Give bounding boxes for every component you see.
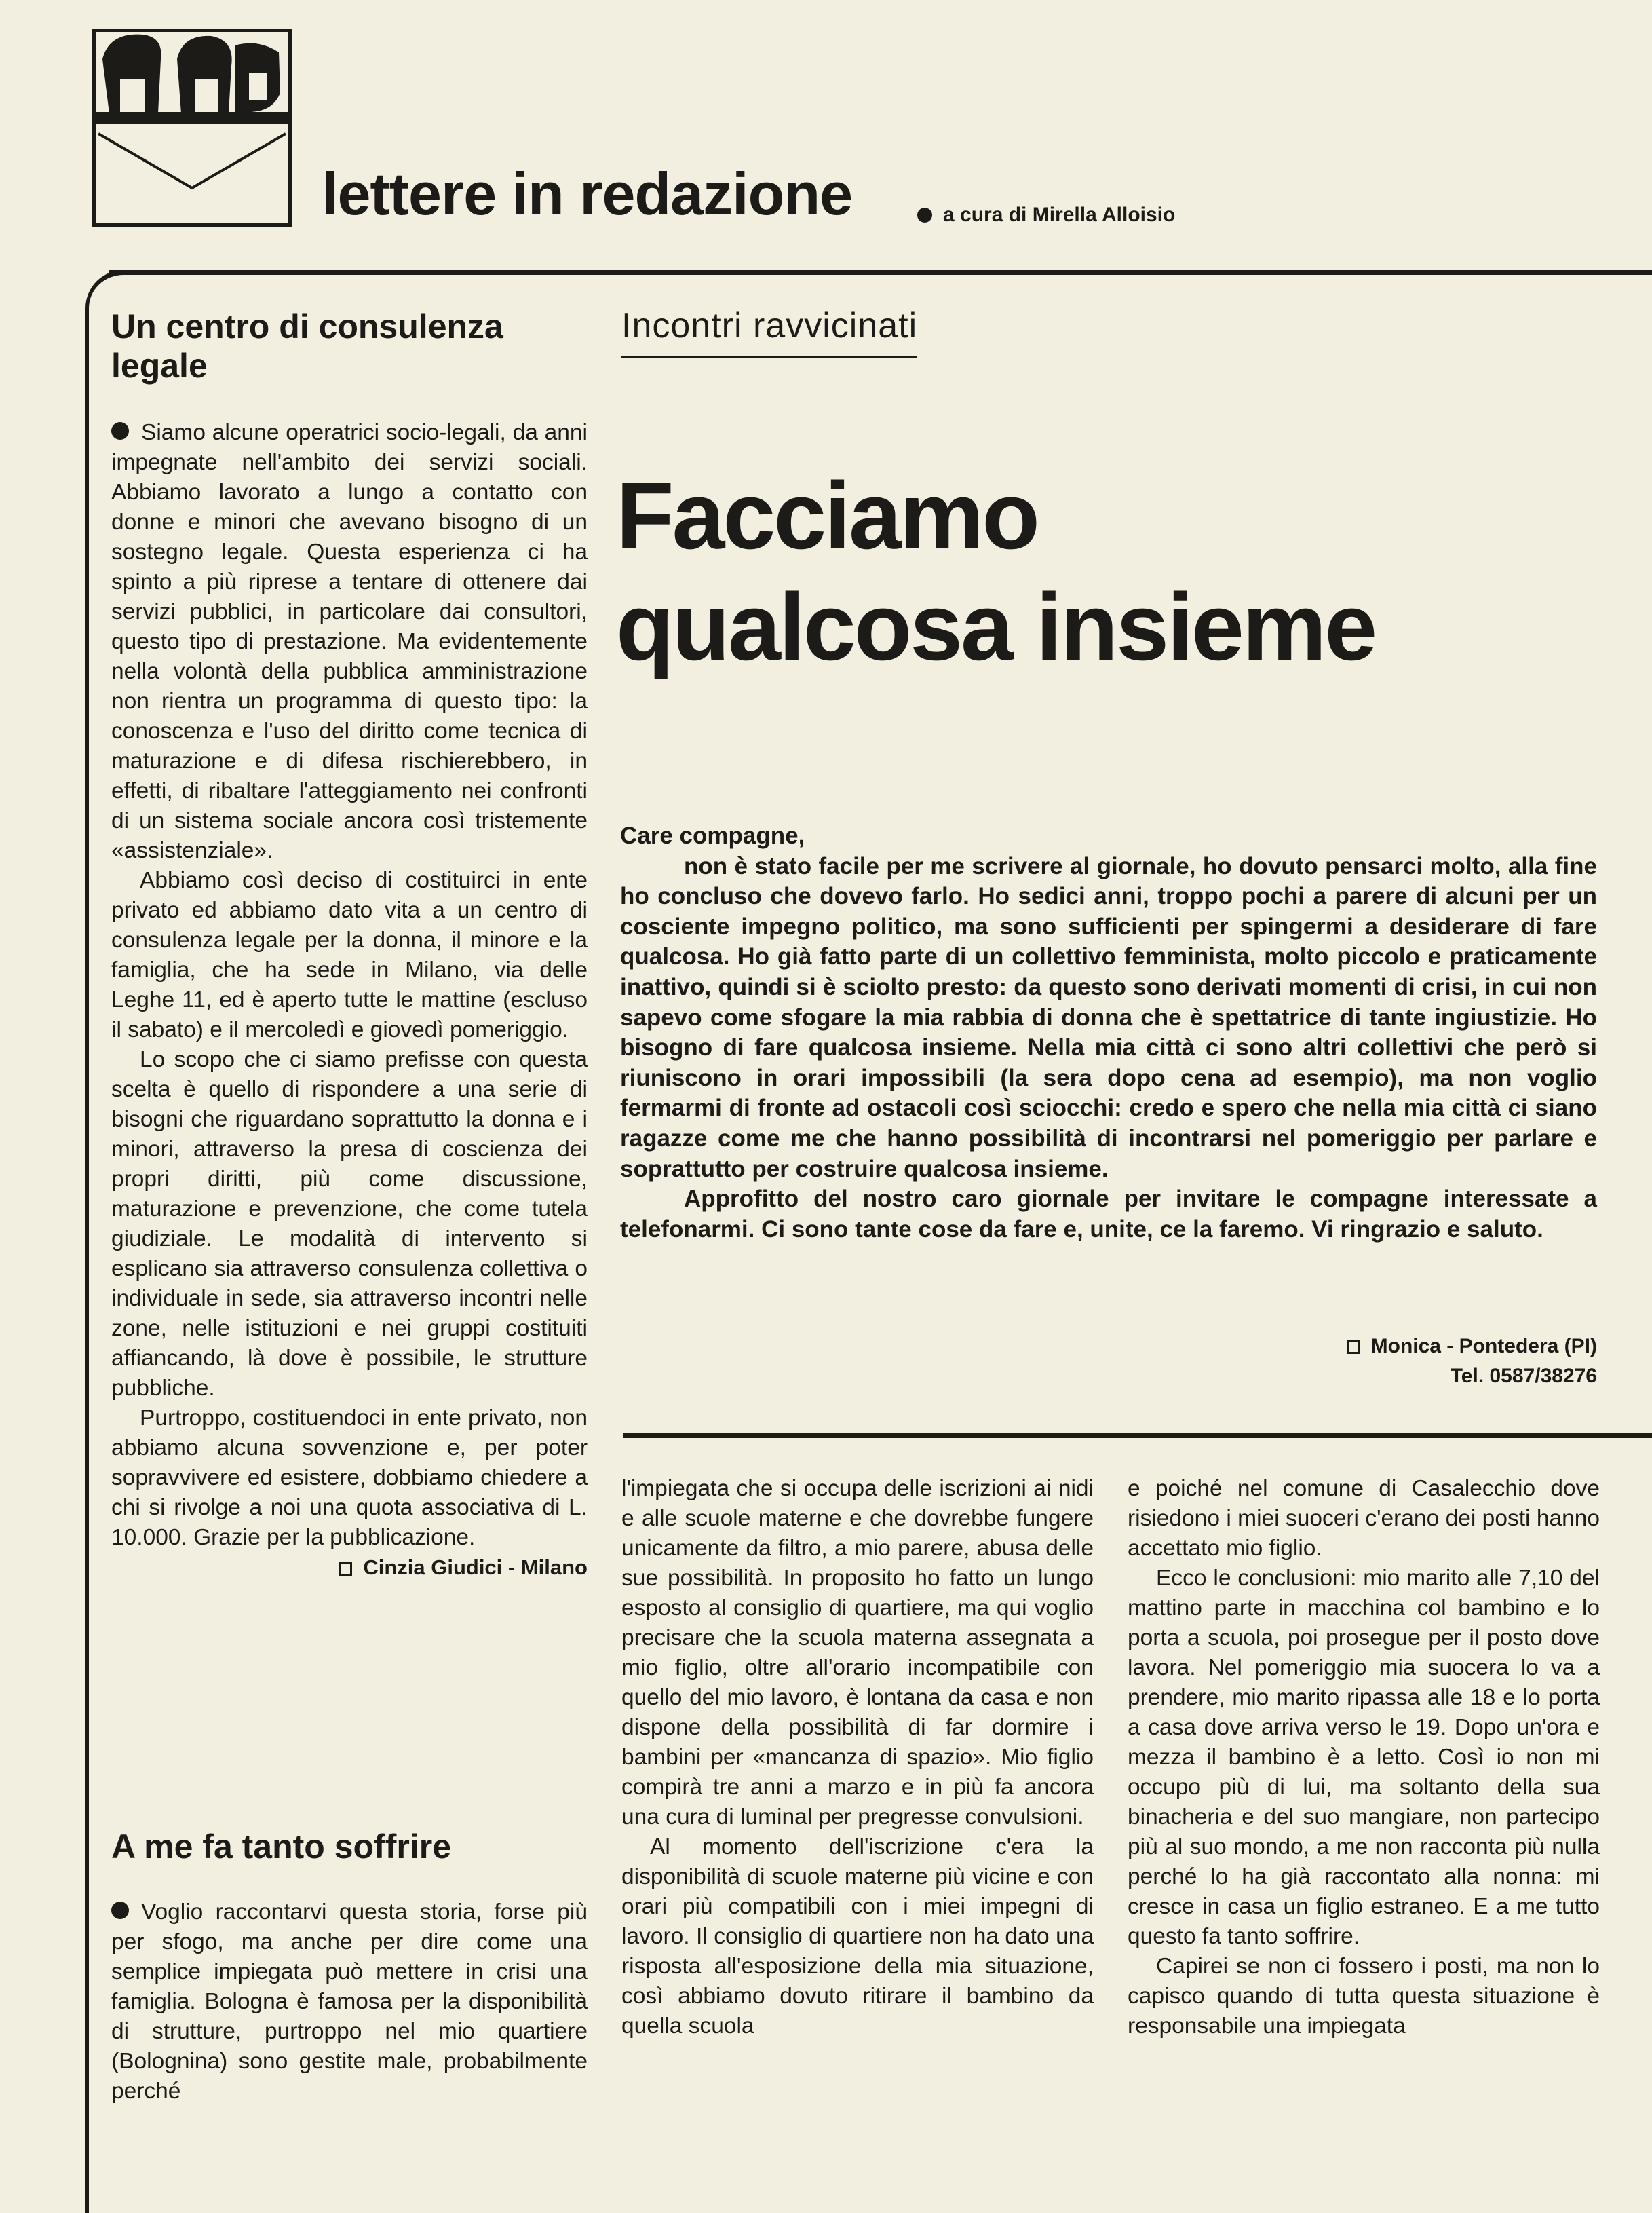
continuation-paragraph: Capirei se non ci fossero i posti, ma non lo capisco quando di tutta questa situazione è responsabile una impiegata [1128, 1954, 1600, 2039]
continuation-paragraph: Al momento dell'iscrizione c'era la disponibilità di scuole materne più vicine e con orari più compatibili con i miei impegni di lavoro. Il consiglio di quartiere non ha dato una risposta all'esposizione della mia situazione, così abbiamo dovuto ritirare il bambino da quella scuola [621, 1834, 1094, 2039]
middle-divider [623, 1433, 1652, 1438]
top-divider [109, 270, 1652, 275]
article-letter [620, 821, 1597, 1245]
letter1-title: Un centro di consulenza legale [111, 307, 503, 385]
letter1-paragraph: Abbiamo così deciso di costituirci in ente privato ed abbiamo dato vita a un centro di consulenza legale per la donna, il minore e la famiglia, che ha sede in Milano, via delle Leghe 11, ed è aperto tutte le mattine (escluso il sabato) e il mercoledì e giovedì pomeriggio. [111, 868, 588, 1042]
section-title: lettere in redazione [322, 160, 853, 227]
signature-name: Monica - Pontedera (PI) [1221, 1331, 1597, 1361]
bullet-icon [111, 1902, 129, 1919]
headline-line: Facciamo [616, 462, 1038, 569]
section-logo [92, 29, 292, 227]
signature-phone: Tel. 0587/38276 [1450, 1365, 1597, 1387]
bullet-icon [917, 208, 932, 223]
credit-text: a cura di Mirella Alloisio [943, 204, 1176, 226]
headline-line: qualcosa insieme [616, 573, 1376, 680]
continuation-column-3 [1128, 1474, 1600, 2041]
continuation-paragraph: Ecco le conclusioni: mio marito alle 7,10 del mattino parte in macchina col bambino e lo porta a scuola, poi prosegue per il posto dove lavora. Nel pomeriggio mia suocera lo va a prendere, mio marito ripassa alle 18 e lo porta a casa dove arriva verso le 19. Dopo un'ora e mezza il bambino è a letto. Così io non mi occupo più di lui, ma soltanto della sua binacheria e del suo mangiare, non partecipo più al suo mondo, a me non racconta più nulla perché lo ha già raccontato alla nonna: mi cresce in casa un figlio estraneo. E a me tutto questo fa tanto soffrire. [1128, 1566, 1600, 1949]
article-kicker: Incontri ravvicinati [621, 305, 917, 358]
letter1-paragraph: Lo scopo che ci siamo prefisse con questa scelta è quello di rispondere a una serie di bisogni che riguardano soprattutto la donna e i minori, attraverso la presa di coscienza dei propri diritti, più come discussione, maturazione e prevenzione, che come tutela giudiziale. Le modalità di intervento si esplicano sia attraverso consulenza collettiva o individuale in sede, sia attraverso incontri nelle zone, nelle istituzioni e nei gruppi costituiti affiancando, là dove è possibile, le strutture pubbliche. [111, 1047, 588, 1401]
letter1-signature: Cinzia Giudici - Milano [111, 1553, 588, 1583]
letter1-paragraph: Siamo alcune operatrici socio-legali, da anni impegnate nell'ambito dei servizi sociali. Abbiamo lavorato a lungo a contatto con donne e minori che avevano bisogno di un sostegno legale. Questa esperienza ci ha spinto a più riprese a tentare di ottenere dai servizi pubblici, in particolare dai consultori, questo tipo di prestazione. Ma evidentemente nella volontà della pubblica amministrazione non rientra un programma di questo tipo: la conoscenza e l'uso del diritto come tecnica di maturazione e di difesa rischierebbero, in effetti, di ribaltare l'atteggiamento nei confronti di un sistema sociale ancora così tristemente «assistenziale». [111, 420, 588, 863]
letter-paragraph: non è stato facile per me scrivere al giornale, ho dovuto pensarci molto, alla fine ho concluso che dovevo farlo. Ho sedici anni, troppo pochi a parere di alcuni per un cosciente impegno politico, ma sono sufficienti per spingermi a desiderare di fare qualcosa. Ho già fatto parte di un collettivo femminista, molto piccolo e praticamente inattivo, quindi si è sciolto presto: da questo sono derivati momenti di crisi, in cui non sapevo come sfogare la mia rabbia di donna che è spettatrice di tante ingiustizie. Ho bisogno di fare qualcosa insieme. Nella mia città ci sono altri collettivi che però si riuniscono in orari impossibili (la sera dopo cena ad esempio), ma non voglio fermarmi di fronte ad ostacoli così sciocchi: credo e spero che nella mia città ci siano ragazze come me che hanno possibilità di incontrarsi nel pomeriggio per parlare e soprattutto per costruire qualcosa insieme. [620, 852, 1597, 1182]
envelope-logo-icon [96, 32, 288, 223]
letter2-body [111, 1897, 588, 2106]
letter1-paragraph: Purtroppo, costituendoci in ente privato, non abbiamo alcuna sovvenzione e, per poter sopravvivere ed esistere, dobbiamo chiedere a chi si rivolge a noi una quota associativa di L. 10.000. Grazie per la pubblicazione. [111, 1405, 588, 1550]
letter2-paragraph: Voglio raccontarvi questa storia, forse più per sfogo, ma anche per dire come una semplice impiegata può mettere in crisi una famiglia. Bologna è famosa per la disponibilità di strutture, purtroppo nel mio quartiere (Bolognina) sono gestite male, probabilmente perché [111, 1899, 588, 2104]
article-headline [616, 460, 1375, 683]
bullet-icon [111, 422, 129, 440]
letter-salutation: Care compagne, [620, 822, 805, 849]
continuation-column-2 [621, 1474, 1094, 2041]
letter1-body [111, 418, 588, 1583]
continuation-paragraph: e poiché nel comune di Casalecchio dove risiedono i miei suoceri c'erano dei posti hanno accettato mio figlio. [1128, 1476, 1600, 1561]
article-signature [1221, 1331, 1597, 1391]
letter-paragraph: Approfitto del nostro caro giornale per invitare le compagne interessate a telefonarmi. Ci sono tante cose da fare e, unite, ce la faremo. Vi ringrazio e saluto. [620, 1186, 1597, 1243]
letter2-title: A me fa tanto soffrire [111, 1828, 452, 1866]
square-icon [339, 1562, 352, 1576]
section-credit [917, 204, 1175, 227]
square-icon [1347, 1340, 1360, 1354]
continuation-paragraph: l'impiegata che si occupa delle iscrizioni ai nidi e alle scuole materne e che dovrebbe fungere unicamente da filtro, a mio parere, abusa delle sue possibilità. In proposito ho fatto un lungo esposto al consiglio di quartiere, ma qui voglio precisare che la scuola materna assegnata a mio figlio, oltre all'orario incompatibile con quello del mio lavoro, è lontana da casa e non dispone della possibilità di far dormire i bambini per «mancanza di spazio». Mio figlio compirà tre anni a marzo e in più fa ancora una cura di luminal per pregresse convulsioni. [621, 1476, 1094, 1830]
